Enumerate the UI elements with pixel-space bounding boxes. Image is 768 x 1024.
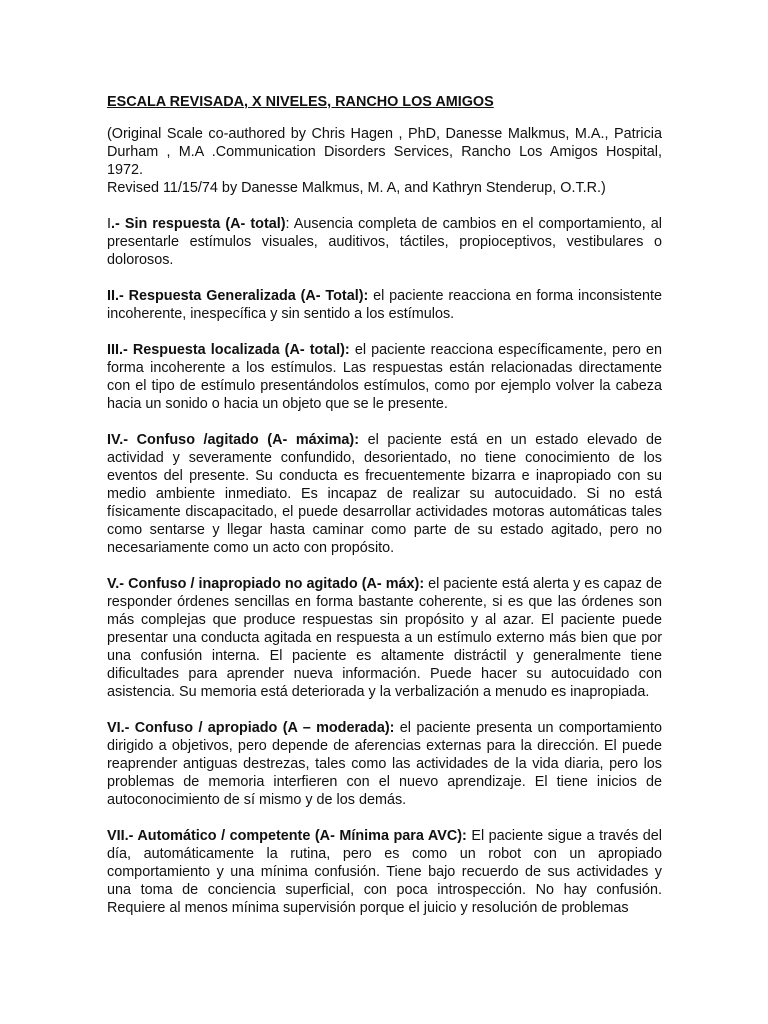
level-description: El paciente sigue a través del día, automáticamente la rutina, pero es como un robot con un apropiado comportamiento y una mínima confusión. Tiene bajo recuerdo de sus actividades y una toma de conciencia superficial, con poca introspección. No hay confusión. Requiere al menos mínima supervisión porque el juicio y resolución de problemas — [107, 828, 663, 916]
level-description: el paciente reacciona en forma inconsistente incoherente, inespecífica y sin sentido a los estímulos. — [107, 288, 662, 322]
level-1 — [107, 215, 662, 269]
level-description: el paciente presenta un comportamiento dirigido a objetivos, pero depende de aferencias externas para la dirección. El puede reaprender antiguas destrezas, tales como las actividades de la vida diaria, pero los problemas de memoria interfieren con el nuevo aprendizaje. El tiene inicios de autoconocimiento de sí mismo y de los demás. — [107, 720, 663, 808]
intro-paragraph — [107, 125, 662, 197]
level-6 — [107, 719, 662, 809]
level-description: el paciente está alerta y es capaz de responder órdenes sencillas en forma bastante coherente, si es que las órdenes son más complejas que produce respuestas sin propósito y al azar. El paciente puede presentar una conducta agitada en respuesta a un estímulo externo más bien que por una confusión interna. El paciente es altamente distráctil y generalmente tiene dificultades para aprender nueva información. Puede hacer su autocuidado con asistencia. Su memoria está deteriorada y la verbalización a menudo es inapropiada. — [107, 576, 662, 700]
document-title: ESCALA REVISADA, X NIVELES, RANCHO LOS AMIGOS — [107, 94, 494, 110]
level-numeral: I — [107, 216, 111, 232]
level-heading: VII.- Automático / competente (A- Mínima para AVC): — [107, 828, 467, 844]
level-7 — [107, 827, 662, 917]
level-2 — [107, 287, 662, 323]
level-heading: .- Sin respuesta (A- total) — [111, 216, 286, 232]
level-3 — [107, 341, 662, 413]
level-5 — [107, 575, 662, 701]
intro-credits: (Original Scale co-authored by Chris Hagen , PhD, Danesse Malkmus, M.A., Patricia Durham , M.A .Communication Disorders Services, Rancho Los Amigos Hospital, 1972. — [107, 126, 662, 178]
level-description: : Ausencia completa de cambios en el comportamiento, al presentarle estímulos visuales, auditivos, táctiles, propioceptivos, vestibulares o dolorosos. — [107, 216, 662, 268]
level-heading: II.- Respuesta Generalizada (A- Total): — [107, 288, 369, 304]
level-heading: III.- Respuesta localizada (A- total): — [107, 342, 350, 358]
level-description: el paciente está en un estado elevado de actividad y severamente confundido, desorientado, no tiene conocimiento de los eventos del presente. Su conducta es frecuentemente bizarra e inapropiado con su medio ambiente inmediato. Es incapaz de realizar su autocuidado. Si no está físicamente discapacitado, el puede desarrollar actividades motoras automáticas tales como sentarse y llegar hasta caminar como parte de su estado agitado, pero no necesariamente como un acto con propósito. — [107, 432, 662, 556]
level-heading: IV.- Confuso /agitado (A- máxima): — [107, 432, 360, 448]
level-4 — [107, 431, 662, 557]
level-description: el paciente reacciona específicamente, pero en forma incoherente a los estímulos. Las respuestas están relacionadas directamente con el tipo de estímulo presentándolos estímulos, como por ejemplo volver la cabeza hacia un sonido o hacia un objeto que se le presente. — [107, 342, 662, 412]
level-heading: VI.- Confuso / apropiado (A – moderada): — [107, 720, 395, 736]
document-page — [107, 93, 662, 935]
level-heading: V.- Confuso / inapropiado no agitado (A- máx): — [107, 576, 425, 592]
intro-revision: Revised 11/15/74 by Danesse Malkmus, M. A, and Kathryn Stenderup, O.T.R.) — [107, 180, 606, 196]
